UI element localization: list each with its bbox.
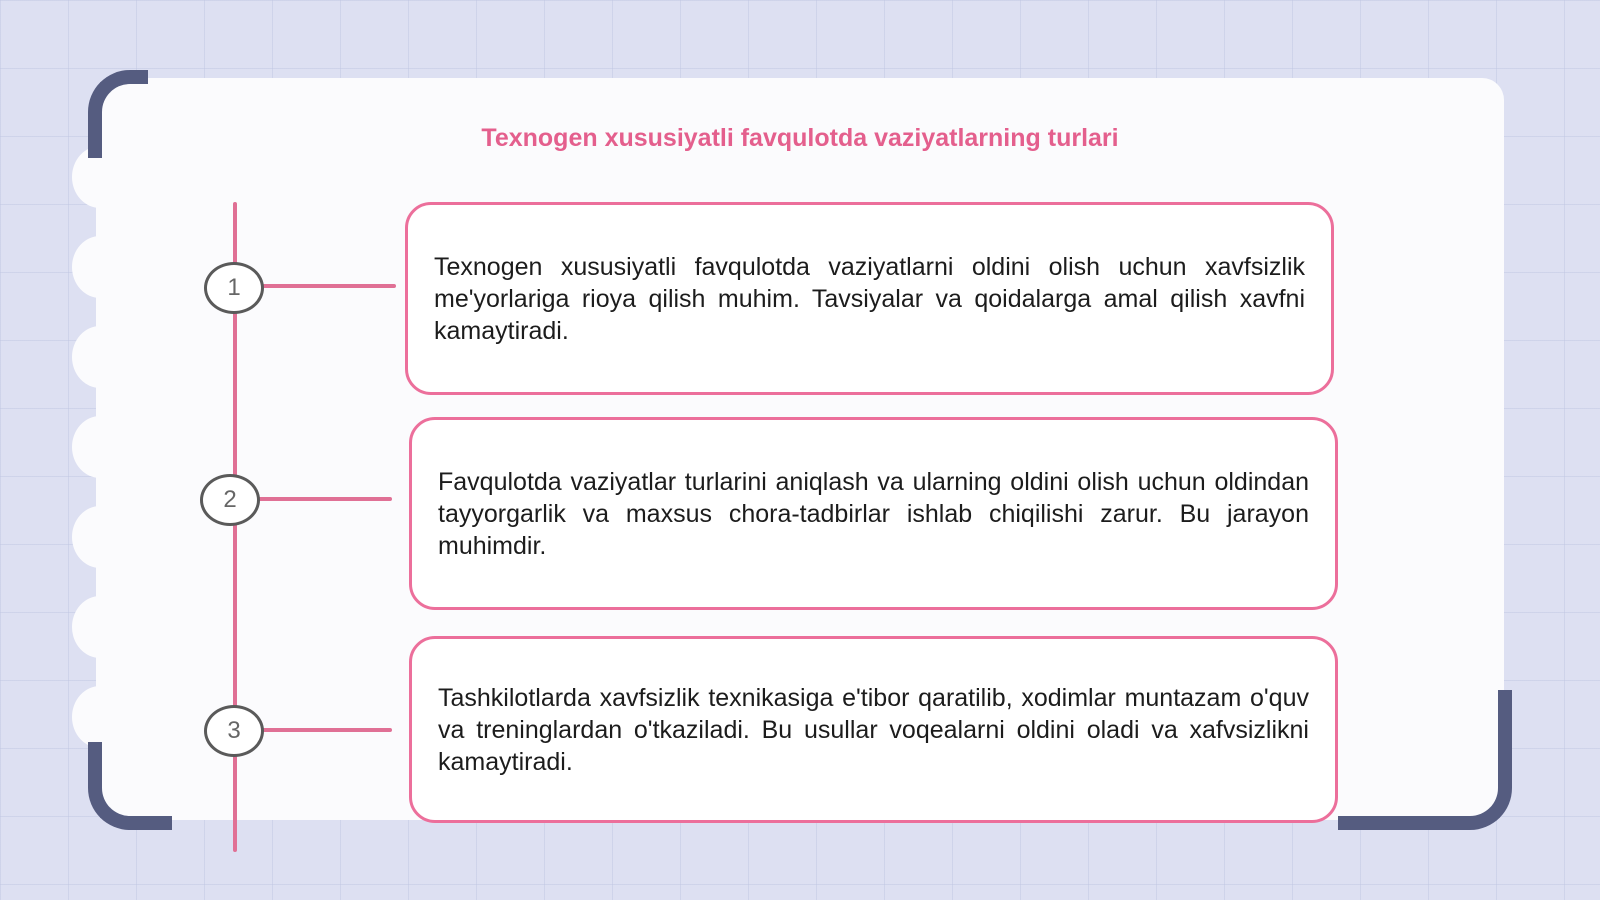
card-scallop: [72, 416, 128, 478]
step-number-3: 3: [204, 705, 264, 757]
info-box-3: [409, 636, 1338, 823]
info-box-text: Favqulotda vaziyatlar turlarini aniqlash va ularning oldini olish uchun oldindan tayyorgarlik va maxsus chora-tadbirlar ishlab chiqilishi zarur. Bu jarayon muhimdir.: [438, 467, 1309, 560]
step-number-1: 1: [204, 262, 264, 314]
corner-bracket-bottom-right: [1338, 690, 1512, 830]
card-scallop: [72, 506, 128, 568]
corner-bracket-bottom-left: [88, 742, 172, 830]
corner-bracket-top-left: [88, 70, 148, 158]
timeline-connector-2: [258, 497, 392, 501]
timeline-connector-3: [262, 728, 392, 732]
card-scallop: [72, 236, 128, 298]
info-box-1: [405, 202, 1334, 395]
card-scallop: [72, 596, 128, 658]
slide-title: Texnogen xususiyatli favqulotda vaziyatlarning turlari: [481, 124, 1119, 152]
card-scallop: [72, 686, 128, 748]
card-scallop: [72, 326, 128, 388]
step-number-2: 2: [200, 474, 260, 526]
timeline-connector-1: [262, 284, 396, 288]
info-box-text: Texnogen xususiyatli favqulotda vaziyatlarni oldini olish uchun xavfsizlik me'yorlariga rioya qilish muhim. Tavsiyalar va qoidalarga amal qilish xavfni kamaytiradi.: [434, 252, 1305, 345]
info-box-2: [409, 417, 1338, 610]
info-box-text: Tashkilotlarda xavfsizlik texnikasiga e'tibor qaratilib, xodimlar muntazam o'quv va treninglardan o'tkaziladi. Bu usullar voqealarni oldini oladi va xafvsizlikni kamaytiradi.: [438, 683, 1309, 776]
